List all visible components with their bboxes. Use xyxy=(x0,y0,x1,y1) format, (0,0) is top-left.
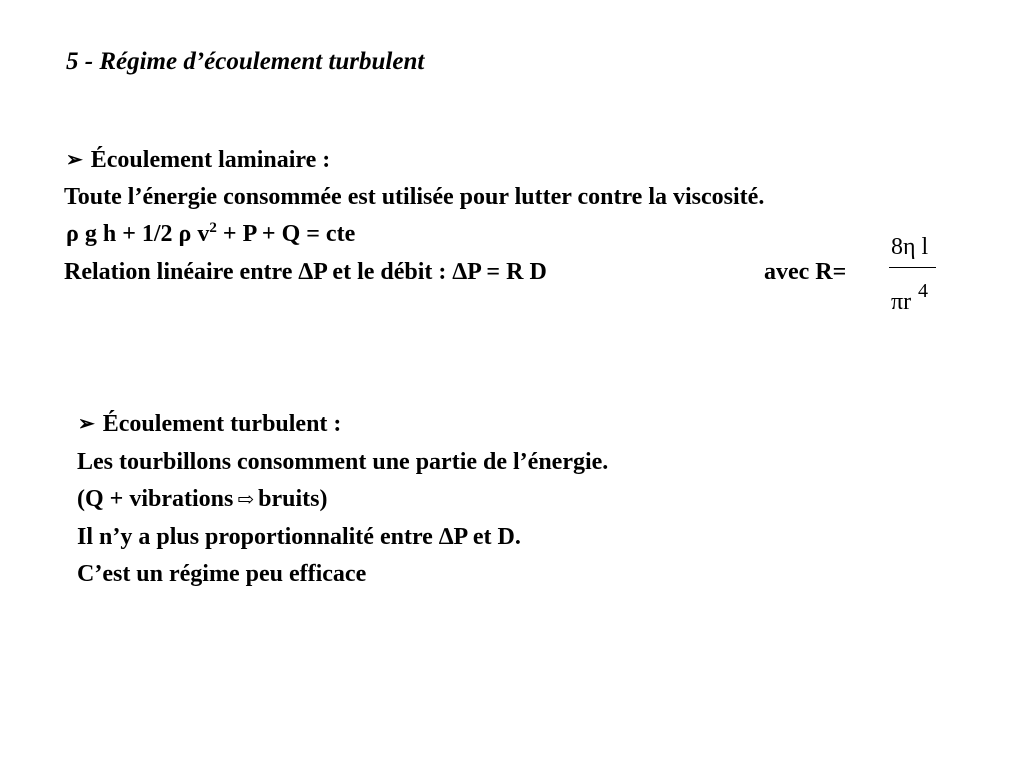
delta-symbol: ∆ xyxy=(438,524,454,550)
delta-symbol: ∆ xyxy=(452,259,468,285)
paren-close: ) xyxy=(319,486,328,512)
turbulent-heading-line xyxy=(78,410,341,439)
outline-arrow-right-icon: ⇨ xyxy=(237,489,255,511)
line3-part-2: P et D. xyxy=(453,524,521,550)
line2-q: Q + vibrations xyxy=(85,486,234,512)
rho-symbol: ρ xyxy=(66,221,79,247)
avec-label: avec R= xyxy=(764,259,847,285)
relation-part-3: P = R D xyxy=(467,259,547,285)
relation-part-1: Relation linéaire entre xyxy=(64,259,299,285)
delta-symbol: ∆ xyxy=(298,259,314,285)
paren-open: ( xyxy=(77,486,85,512)
laminar-relation xyxy=(64,258,547,286)
formula-denominator-base: πr xyxy=(891,289,912,315)
turbulent-line-2 xyxy=(77,485,327,514)
equation-v: v xyxy=(191,221,210,247)
formula-denominator xyxy=(891,288,911,316)
arrow-right-icon: ➢ xyxy=(66,149,83,171)
formula-denominator-exponent: 4 xyxy=(918,280,928,302)
rho-symbol: ρ xyxy=(178,221,192,247)
turbulent-line-4: C’est un régime peu efficace xyxy=(77,561,367,587)
laminar-heading: Écoulement laminaire : xyxy=(90,147,331,173)
equation-part-2: + P + Q = cte xyxy=(216,221,356,247)
equation-part-1: g h + 1/2 xyxy=(78,221,179,247)
laminar-equation xyxy=(66,220,355,248)
turbulent-line-1: Les tourbillons consomment une partie de l’énergie. xyxy=(77,449,609,475)
formula-numerator: 8η l xyxy=(891,234,929,260)
relation-part-2: P et le débit : xyxy=(313,259,453,285)
line3-part-1: Il n’y a plus proportionnalité entre xyxy=(77,524,439,550)
slide-title: 5 - Régime d’écoulement turbulent xyxy=(66,48,425,75)
turbulent-heading: Écoulement turbulent : xyxy=(102,411,342,437)
laminar-heading-line xyxy=(66,146,330,175)
line2-bruits: bruits xyxy=(258,486,320,512)
fraction-bar xyxy=(889,267,936,268)
laminar-line-1: Toute l’énergie consommée est utilisée pour lutter contre la viscosité. xyxy=(64,184,765,210)
turbulent-line-3 xyxy=(77,523,521,551)
arrow-right-icon: ➢ xyxy=(78,413,95,435)
equation-exponent: 2 xyxy=(209,220,217,236)
